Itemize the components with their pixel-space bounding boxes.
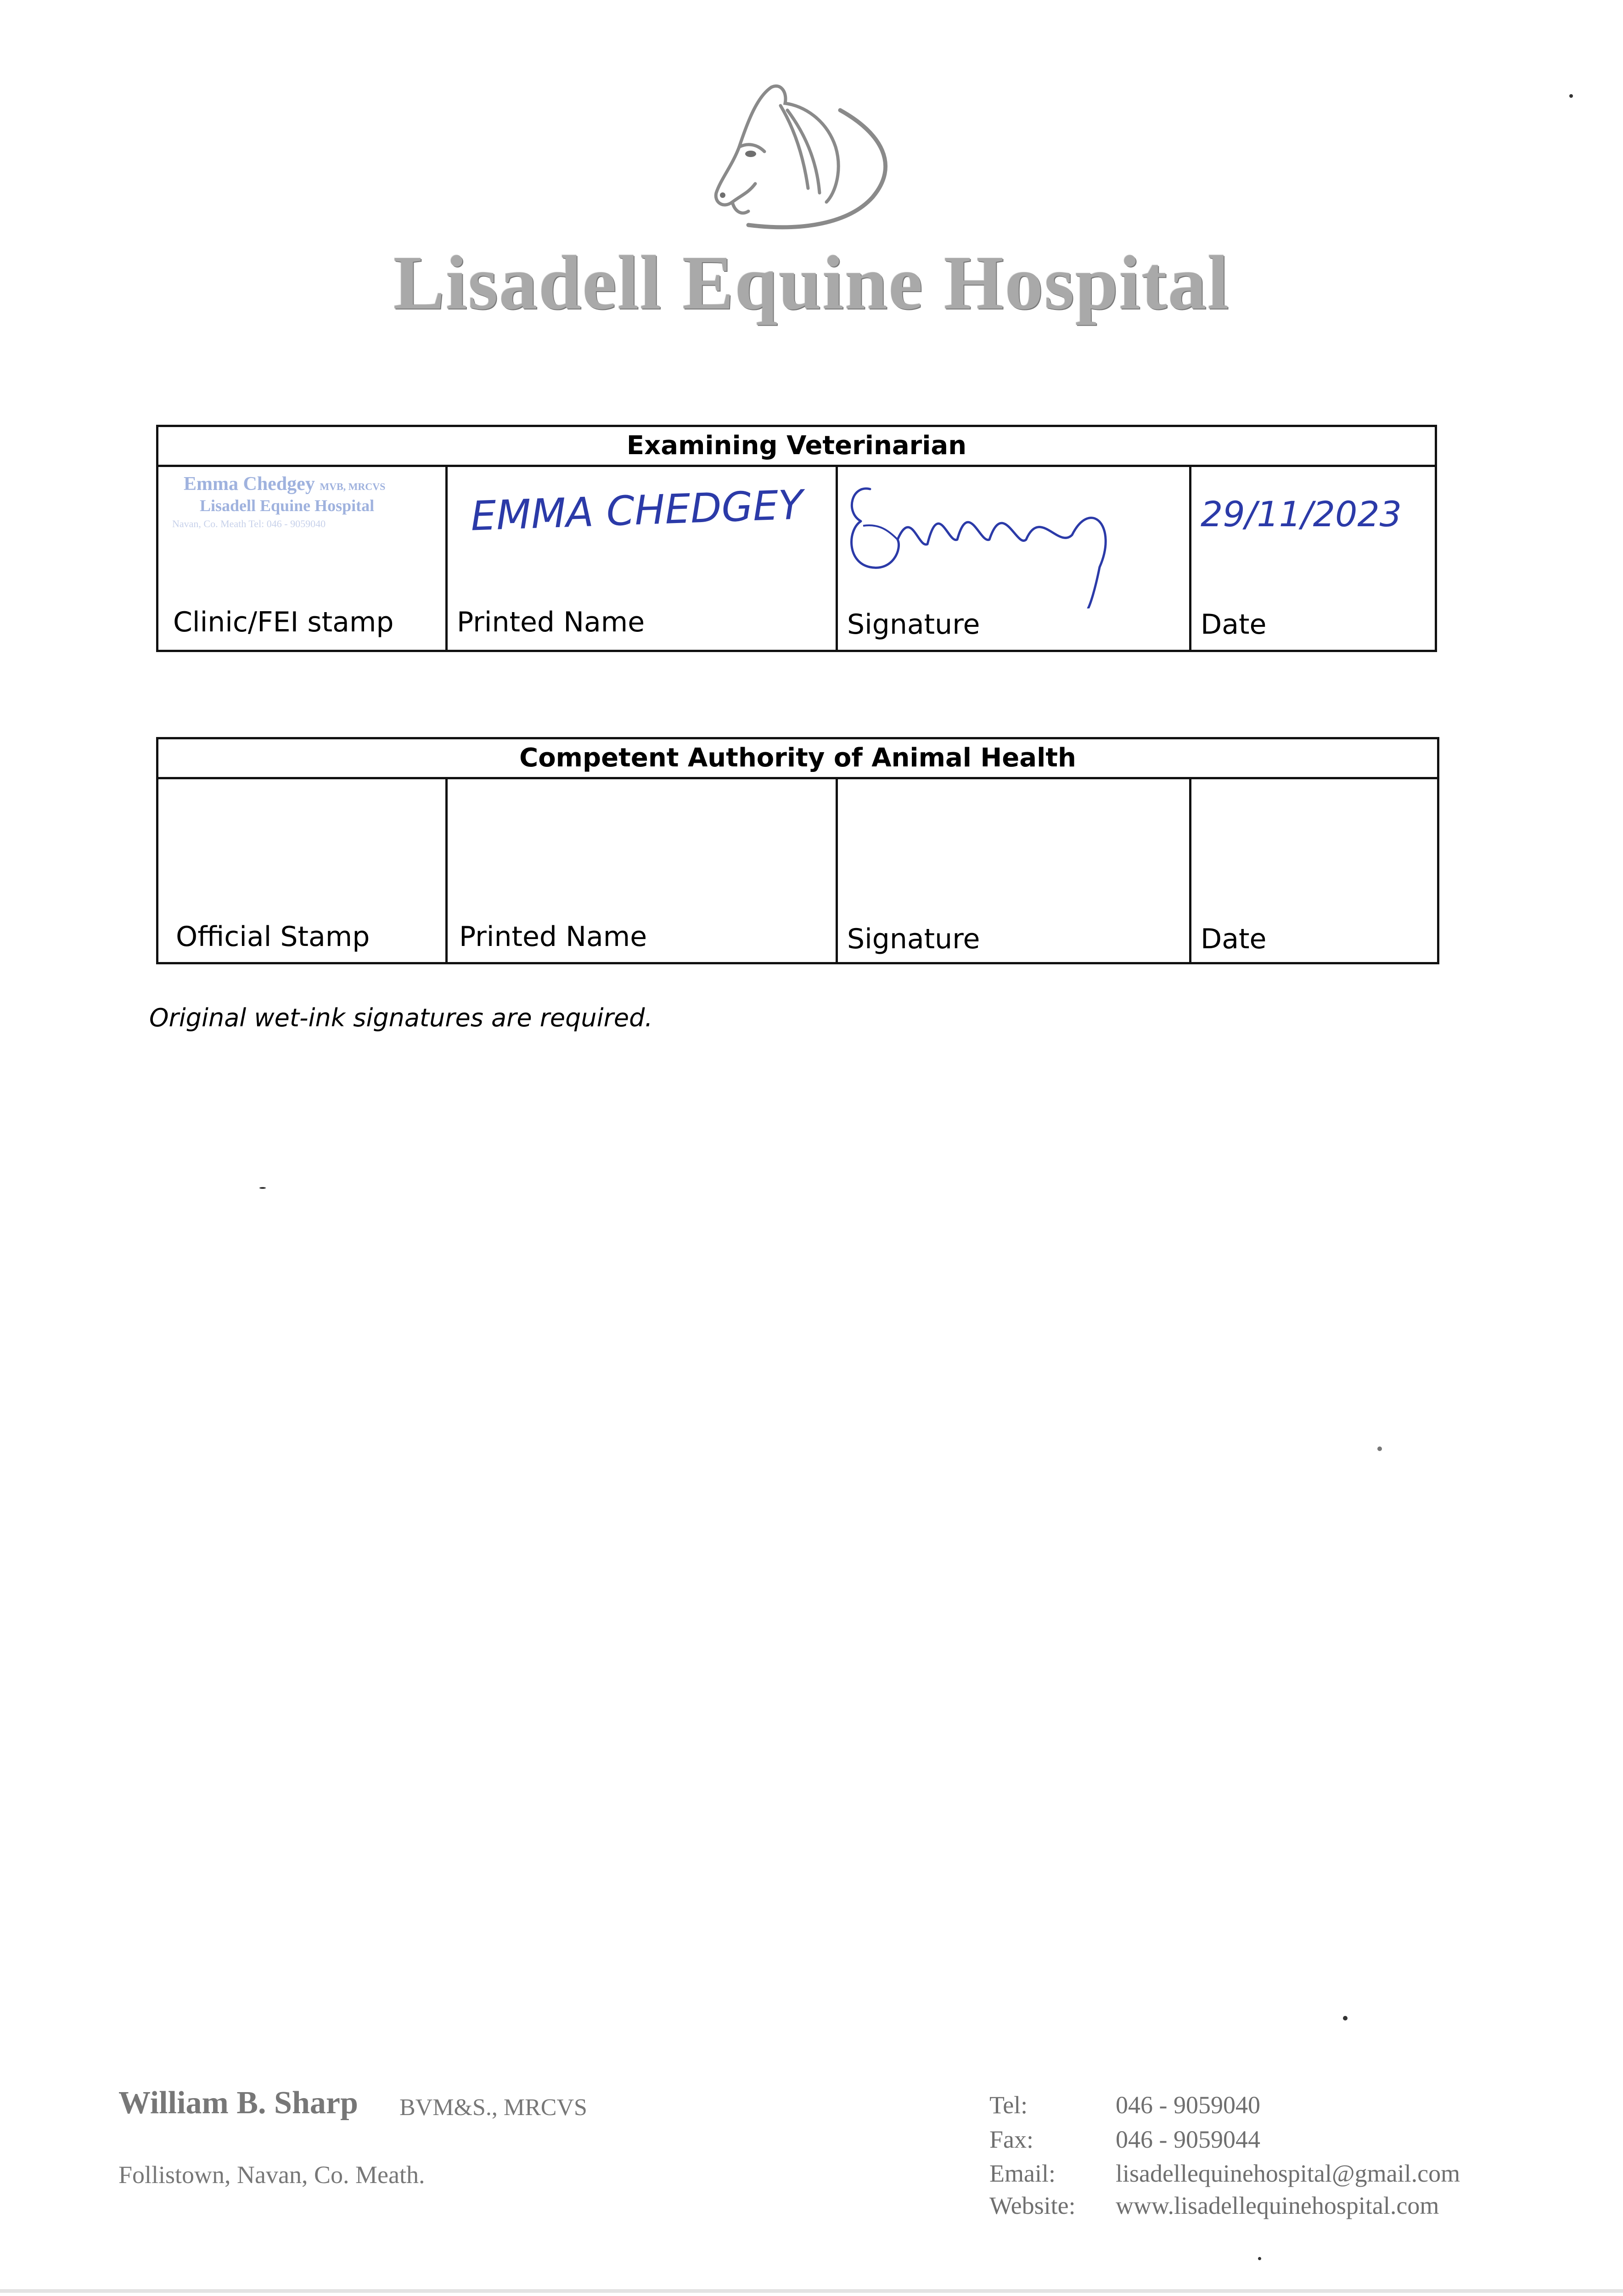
stamp-clinic-address: Navan, Co. Meath Tel: 046 - 9059040: [172, 518, 326, 529]
contact-value-tel: 046 - 9059040: [1116, 2091, 1260, 2119]
vet-signature-icon: [842, 471, 1164, 608]
scan-speck: [1377, 1446, 1382, 1451]
printed-name-label: Printed Name: [457, 606, 645, 638]
stamp-vet-creds: MVB, MRCVS: [320, 481, 386, 492]
contact-label-tel: Tel:: [989, 2091, 1028, 2119]
scan-speck: [1343, 2016, 1348, 2020]
vet-printed-name: EMMA CHEDGEY: [470, 481, 804, 540]
scan-speck: [259, 1187, 266, 1189]
footer-vet-name: William B. Sharp: [118, 2085, 358, 2121]
contact-value-website[interactable]: www.lisadellequinehospital.com: [1116, 2192, 1439, 2219]
contact-label-email: Email:: [989, 2160, 1056, 2187]
contact-label-website: Website:: [989, 2192, 1076, 2219]
printed-name-label: Printed Name: [459, 921, 647, 953]
signature-label: Signature: [847, 923, 980, 955]
column-divider: [1189, 465, 1191, 650]
contact-value-fax: 046 - 9059044: [1116, 2126, 1260, 2153]
signature-label: Signature: [847, 608, 980, 641]
column-divider: [1189, 777, 1191, 962]
hospital-name: Lisadell Equine Hospital: [393, 240, 1230, 326]
horse-head-logo-icon: [689, 78, 927, 243]
competent-authority-title: Competent Authority of Animal Health: [158, 739, 1437, 779]
contact-label-fax: Fax:: [989, 2126, 1034, 2153]
contact-value-email[interactable]: lisadellequinehospital@gmail.com: [1116, 2160, 1460, 2187]
wet-ink-note: Original wet-ink signatures are required.: [149, 1003, 653, 1032]
official-stamp-label: Official Stamp: [176, 921, 370, 953]
competent-authority-table: [156, 737, 1439, 964]
clinic-stamp-label: Clinic/FEI stamp: [173, 606, 394, 638]
date-label: Date: [1201, 923, 1267, 955]
column-divider: [836, 777, 838, 962]
column-divider: [836, 465, 838, 650]
date-label: Date: [1201, 608, 1267, 641]
stamp-vet-name: Emma Chedgey: [184, 473, 315, 495]
examining-veterinarian-title: Examining Veterinarian: [158, 427, 1435, 467]
stamp-clinic-name: Lisadell Equine Hospital: [200, 496, 375, 515]
footer-address: Follistown, Navan, Co. Meath.: [118, 2161, 425, 2189]
footer-vet-credentials: BVM&S., MRCVS: [399, 2094, 587, 2121]
scan-edge: [0, 2289, 1623, 2293]
column-divider: [445, 777, 448, 962]
scan-speck: [1569, 94, 1573, 98]
examining-veterinarian-table: [156, 425, 1437, 652]
column-divider: [445, 465, 448, 650]
vet-date: 29/11/2023: [1201, 494, 1402, 535]
scan-speck: [1258, 2257, 1261, 2260]
